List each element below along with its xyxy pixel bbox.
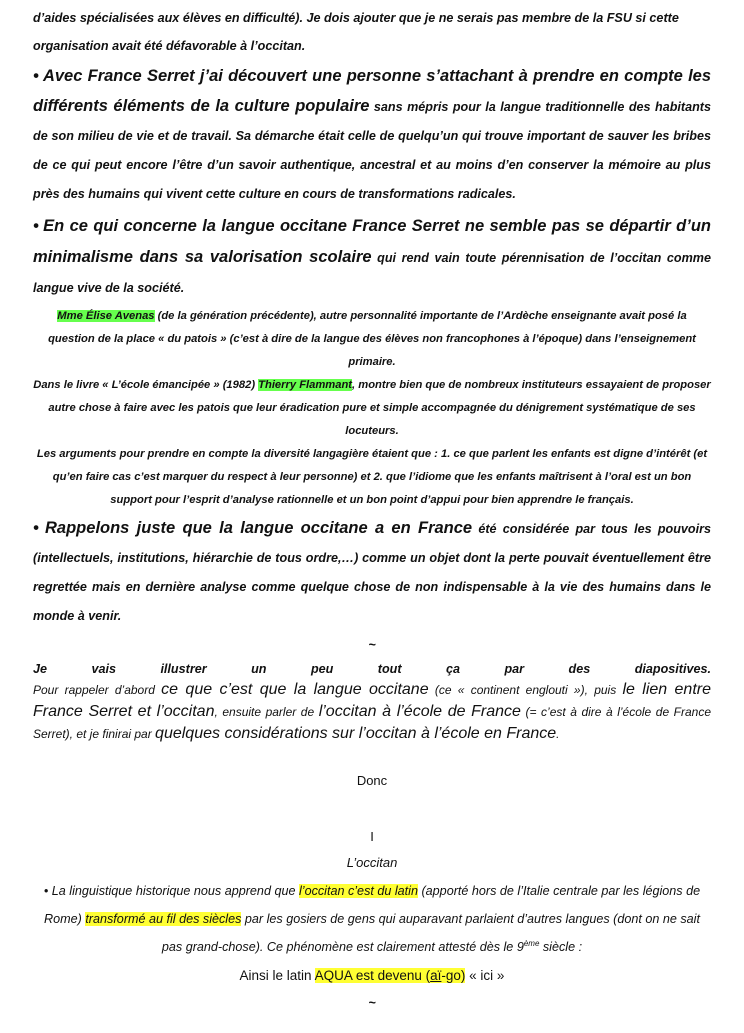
paragraph-text: été considérée par tous les pouvoirs (intellectuels, institutions, hiérarchie de tous ordre,…) comme un objet dont la perte pouvait éventuellement être regrettée mais en dernière analyse comme quelque chose de non indispensable à la vie des humains dans le monde à venir. bbox=[33, 522, 712, 623]
intro-word: un bbox=[251, 662, 267, 676]
donc-text: Donc bbox=[356, 773, 388, 788]
intro-line bbox=[33, 659, 711, 679]
paragraph-rappelons bbox=[33, 514, 711, 631]
intro-word: vais bbox=[91, 662, 116, 676]
note-text: , montre bien que de nombreux instituteurs essayaient de proposer autre chose à faire avec les patois que leur éradication pure et simple accompagnée du dénigrement systématique de ses locuteurs. bbox=[48, 379, 711, 437]
ling-text: La linguistique historique nous apprend que bbox=[48, 884, 299, 898]
bullet: • bbox=[33, 519, 39, 537]
intro-word: illustrer bbox=[160, 662, 207, 676]
highlighted-name: Thierry Flammant bbox=[258, 379, 353, 391]
intro-word: diapositives. bbox=[634, 662, 711, 676]
note-text: (de la génération précédente), autre personnalité importante de l’Ardèche enseignante avait posé la question de la place « du patois » (c’est à dire de la langue des élèves non francophones à l’époque) dans l’enseignement primaire. bbox=[48, 310, 696, 368]
highlighted-phrase: l’occitan c’est du latin bbox=[298, 884, 418, 898]
note-text: Dans le livre « L’école émancipée » (1982) bbox=[33, 379, 259, 391]
superscript: ème bbox=[523, 938, 540, 948]
example-text: « ici » bbox=[465, 968, 505, 983]
paragraph-fsu bbox=[33, 4, 711, 60]
paragraph-lead: Avec France Serret j’ai découvert une personne s’attachant à prendre en compte les différents éléments de la culture populaire bbox=[33, 67, 712, 115]
intro-word: ça bbox=[446, 662, 461, 676]
plan-topic: ce que c’est que la langue occitane bbox=[161, 681, 429, 698]
bullet: • bbox=[33, 67, 39, 85]
paragraph-lead: Rappelons juste que la langue occitane a en France bbox=[45, 519, 473, 537]
plan-text: (= c’est à dire à l’école de France Serret), et je finirai par bbox=[33, 705, 712, 741]
plan-topic: le lien entre France Serret et l’occitan bbox=[33, 681, 712, 720]
plan-topic: l’occitan à l’école de France bbox=[318, 703, 521, 720]
paragraph-minimalisme bbox=[33, 211, 711, 303]
plan-text: (ce « continent englouti »), puis bbox=[428, 683, 623, 697]
plan-topic: quelques considérations sur l’occitan à l’école en France bbox=[155, 725, 557, 742]
ling-text: siècle : bbox=[539, 940, 583, 954]
highlighted-name: Mme Élise Avenas bbox=[57, 310, 155, 322]
highlight-part: -go) bbox=[441, 968, 466, 983]
highlight-part: AQUA est devenu ( bbox=[314, 968, 431, 983]
paragraph-france-serret bbox=[33, 62, 711, 209]
paragraph-line: organisation avait été défavorable à l’occitan. bbox=[33, 39, 306, 53]
example-text: Ainsi le latin bbox=[239, 968, 315, 983]
bullet: • bbox=[33, 217, 39, 235]
highlighted-phrase: transformé au fil des siècles bbox=[85, 912, 242, 926]
linguistics-paragraph bbox=[38, 877, 706, 961]
note-avenas bbox=[33, 305, 711, 374]
intro-word: peu bbox=[310, 662, 334, 676]
section-number: I bbox=[370, 829, 374, 844]
note-arguments: Les arguments pour prendre en compte la diversité langagière étaient que : 1. ce que parlent les enfants est digne d’intérêt (et qu’en faire cas c’est marquer du respect à leur personne) et 2. que l’idiome que les enfants maîtrisent à l’oral est un bon support pour l’esprit d’analyse rationnelle et un bon point d’appui pour bien apprendre le français. bbox=[36, 448, 708, 506]
paragraph-text: qui rend vain toute pérennisation de l’occitan comme langue vive de la société. bbox=[33, 251, 711, 295]
intro-word: des bbox=[568, 662, 591, 676]
highlighted-phrase bbox=[315, 968, 466, 983]
plan-text: . bbox=[556, 727, 560, 741]
intro-word: Je bbox=[33, 662, 48, 676]
intro-word: tout bbox=[377, 662, 402, 676]
section-title: L’occitan bbox=[346, 855, 398, 870]
plan-text: Pour rappeler d’abord bbox=[33, 683, 162, 697]
plan-paragraph bbox=[33, 679, 711, 745]
bullet: • bbox=[43, 884, 49, 898]
example-line bbox=[33, 965, 711, 987]
plan-text: , ensuite parler de bbox=[214, 705, 319, 719]
note-block bbox=[33, 305, 711, 512]
ling-text: par les gosiers de gens qui auparavant parlaient d’autres langues (dont on ne sait pas grand-chose). Ce phénomène est clairement attesté dès le 9 bbox=[161, 912, 700, 954]
intro-word: par bbox=[504, 662, 525, 676]
paragraph-text: sans mépris pour la langue traditionnelle des habitants de son milieu de vie et de travail. Sa démarche était celle de quelqu’un qui trouve important de sauver les bribes de ce qui peut encore l’être d’un savoir authentique, ancestral et au moins d’en conserver la mémoire au plus près des humains qui vivent cette culture en cours de transformations radicales. bbox=[33, 100, 711, 201]
separator-tilde: ~ bbox=[368, 638, 376, 652]
underlined-syllable: aï bbox=[430, 968, 442, 983]
ling-text: (apporté hors de l’Italie centrale par les légions de Rome) bbox=[44, 884, 701, 926]
paragraph-lead: En ce qui concerne la langue occitane France Serret ne semble pas se départir d’un minimalisme dans sa valorisation scolaire bbox=[33, 217, 711, 266]
paragraph-line: d’aides spécialisées aux élèves en difficulté). Je dois ajouter que je ne serais pas membre de la FSU si cette bbox=[33, 11, 679, 25]
separator-tilde: ~ bbox=[368, 996, 376, 1010]
note-flammant bbox=[33, 374, 711, 443]
